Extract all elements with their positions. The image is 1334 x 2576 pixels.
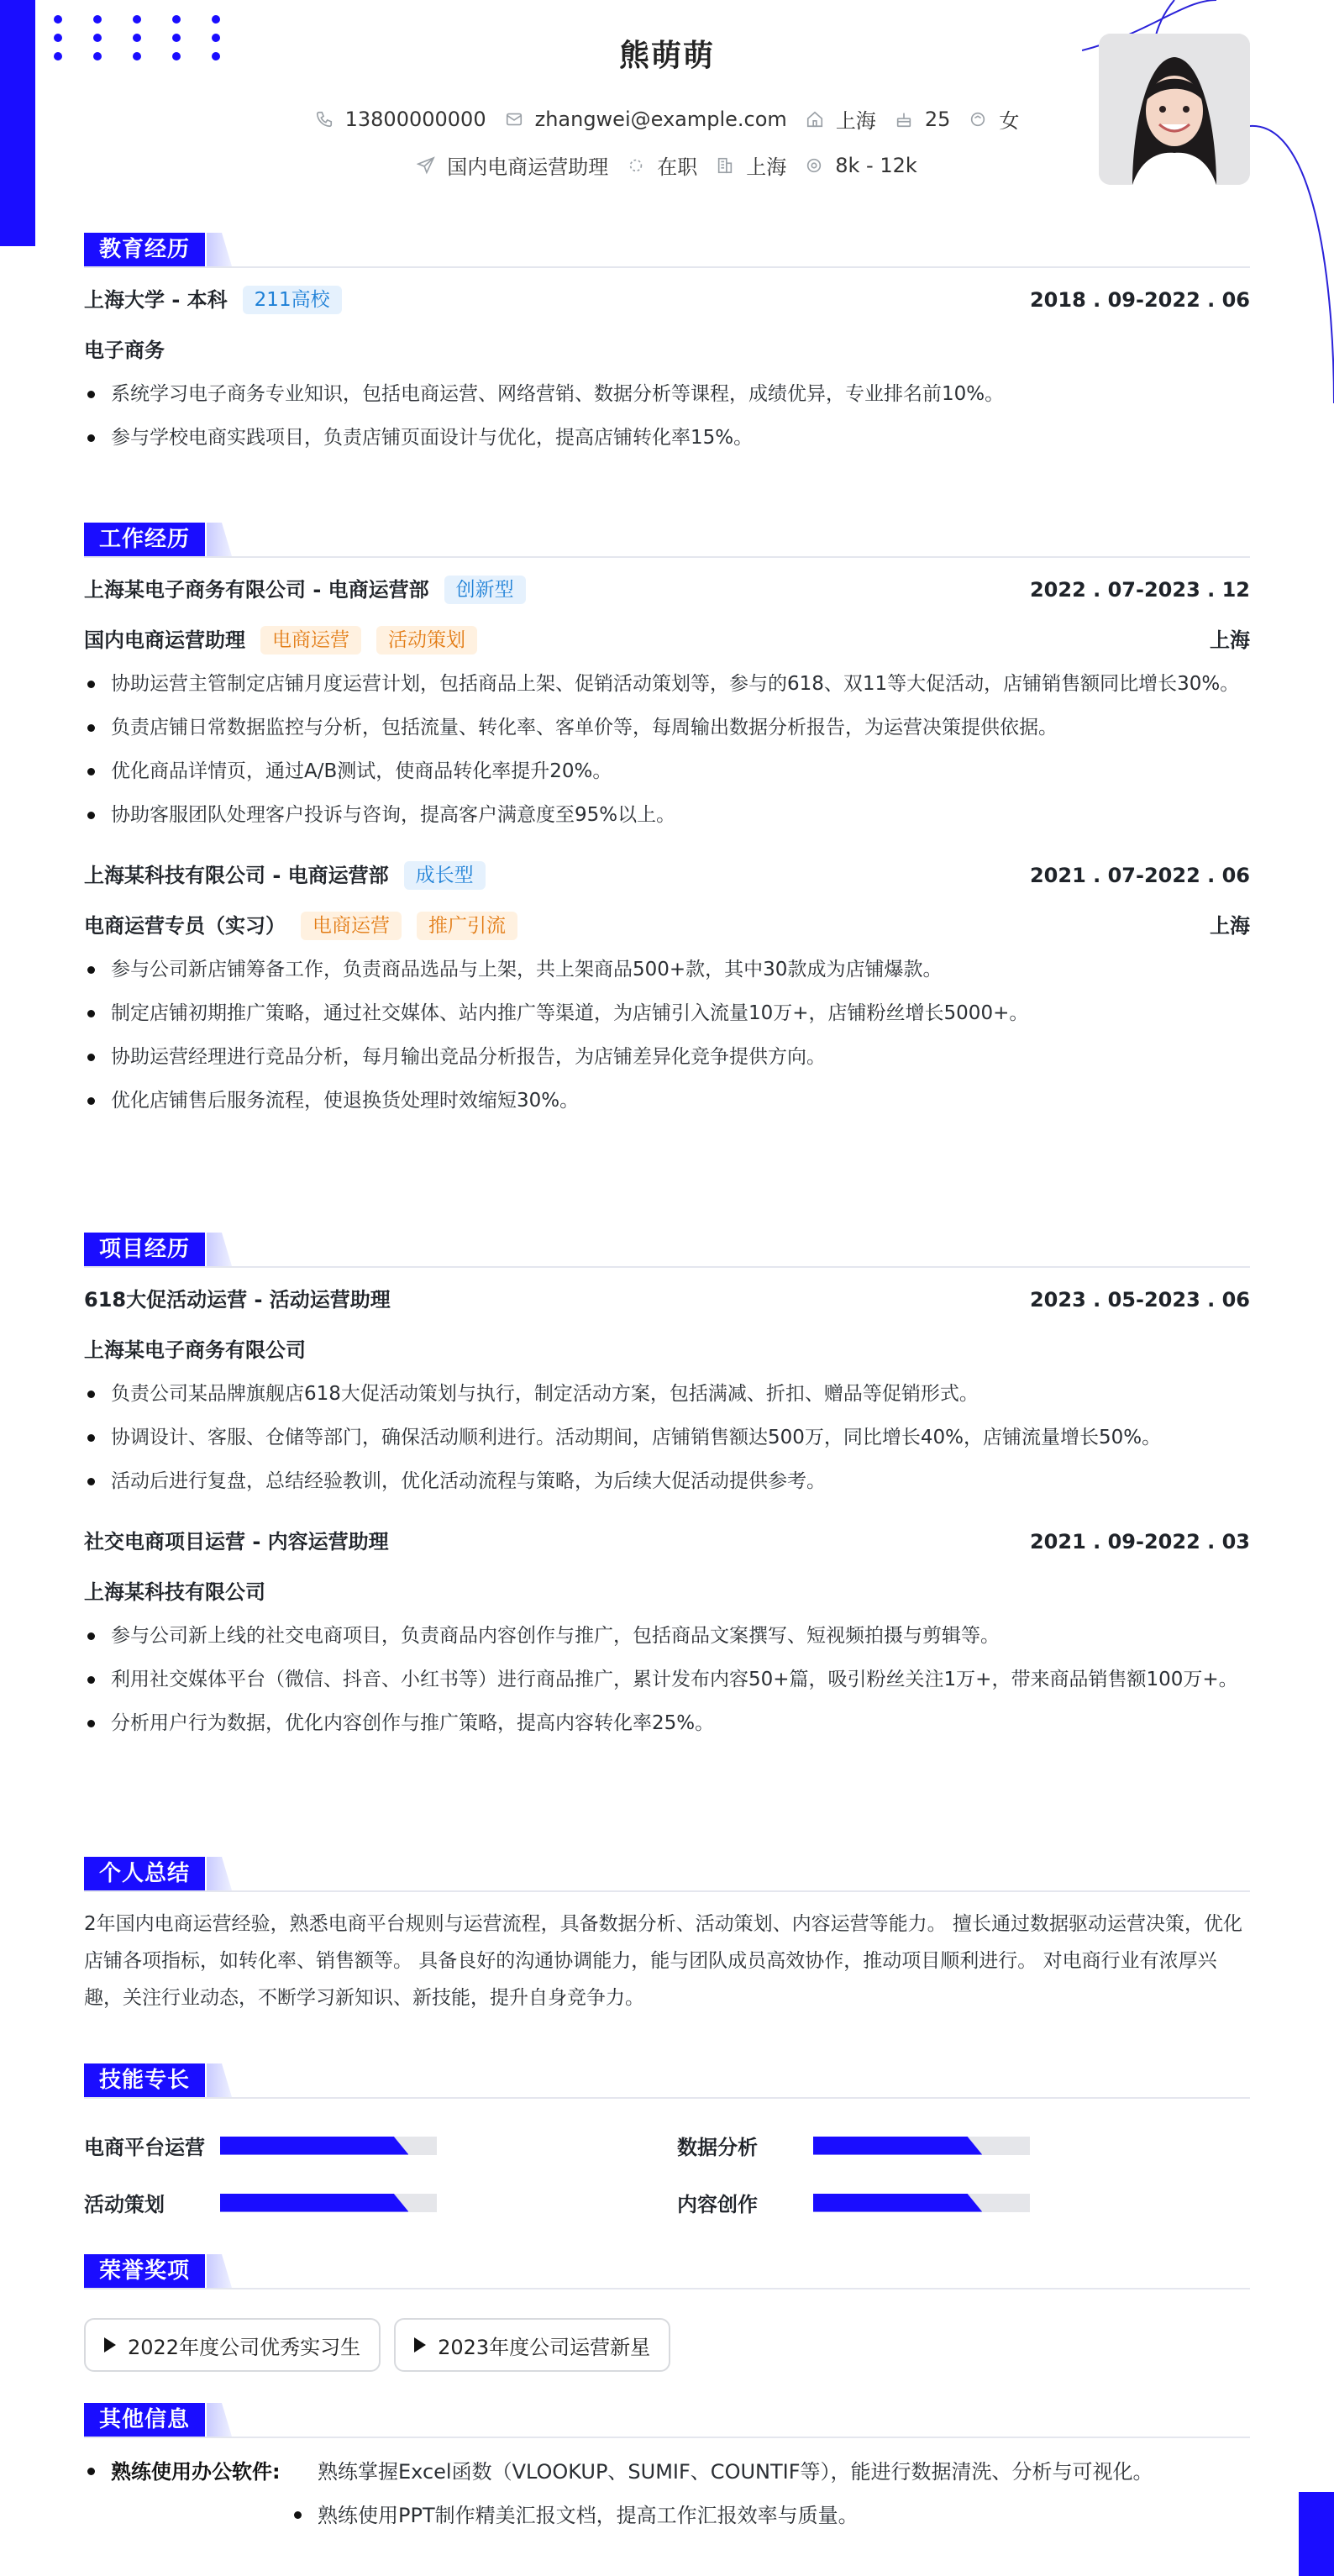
list-item: 负责公司某品牌旗舰店618大促活动策划与执行，制定活动方案，包括满减、折扣、赠品等促销形式。 — [84, 1375, 1250, 1412]
project-name: 618大促活动运营 - 活动运营助理 — [84, 1288, 391, 1312]
school-tag: 211高校 — [243, 286, 342, 314]
role-tag: 电商运营 — [260, 626, 361, 655]
education-row — [84, 283, 1250, 317]
gender-icon — [969, 110, 987, 129]
education-date: 2018 . 09-2022 . 06 — [1029, 288, 1250, 312]
award-label: 2023年度公司运营新星 — [438, 2335, 651, 2359]
cake-icon — [895, 110, 913, 129]
skill-bar — [220, 2194, 437, 2212]
education-section — [84, 233, 1250, 456]
avatar — [1099, 34, 1250, 185]
project-company-row — [84, 1575, 1250, 1609]
mail-icon — [505, 110, 523, 129]
education-bullets — [84, 376, 1250, 456]
skill-bar — [220, 2137, 437, 2155]
phone-text: 13800000000 — [344, 107, 486, 131]
education-header — [84, 233, 1250, 268]
skill-bar-fill — [813, 2194, 982, 2212]
job-bullets — [84, 951, 1250, 1119]
company-tag: 创新型 — [444, 576, 526, 604]
role-tag: 活动策划 — [376, 626, 477, 655]
job-date: 2021 . 07-2022 . 06 — [1029, 864, 1250, 887]
list-item: 协助客服团队处理客户投诉与咨询，提高客户满意度至95%以上。 — [84, 796, 1250, 833]
project-date: 2021 . 09-2022 . 03 — [1029, 1530, 1250, 1553]
skill-item — [84, 2188, 437, 2217]
projects-section — [84, 1233, 1250, 1742]
contact-email — [505, 104, 787, 134]
role-row — [84, 909, 1250, 943]
decorative-bar-right — [1299, 2492, 1334, 2576]
skill-name: 内容创作 — [677, 2193, 758, 2216]
other-item — [84, 2450, 1250, 2494]
section-title: 项目经历 — [84, 1233, 205, 1266]
list-item: 制定店铺初期推广策略，通过社交媒体、站内推广等渠道，为店铺引入流量10万+，店铺粉丝增长5000+。 — [84, 995, 1250, 1032]
role-tag: 电商运营 — [301, 912, 402, 940]
send-icon — [417, 156, 435, 175]
award-chip — [84, 2318, 381, 2372]
school-name: 上海大学 - 本科 — [84, 288, 228, 312]
contact-work-city — [716, 150, 786, 180]
phone-icon — [315, 110, 334, 129]
skill-name: 活动策划 — [84, 2193, 165, 2216]
role-name: 电商运营专员（实习） — [84, 914, 286, 938]
role-name: 国内电商运营助理 — [84, 628, 245, 652]
list-item: 系统学习电子商务专业知识，包括电商运营、网络营销、数据分析等课程，成绩优异，专业排名前10%。 — [84, 376, 1250, 413]
salary-icon — [805, 156, 823, 175]
list-item: 利用社交媒体平台（微信、抖音、小红书等）进行商品推广，累计发布内容50+篇，吸引粉丝关注1万+，带来商品销售额100万+。 — [84, 1661, 1250, 1698]
building-icon — [716, 156, 734, 175]
job-location: 上海 — [1210, 914, 1250, 938]
work-section — [84, 523, 1250, 1119]
other-item — [84, 2494, 1250, 2537]
project-company-row — [84, 1333, 1250, 1367]
list-item: 分析用户行为数据，优化内容创作与推广策略，提高内容转化率25%。 — [84, 1705, 1250, 1742]
section-title: 工作经历 — [84, 523, 205, 556]
contact-gender — [969, 104, 1019, 134]
award-label: 2022年度公司优秀实习生 — [128, 2335, 361, 2359]
skill-item — [84, 2131, 437, 2160]
contact-salary — [805, 150, 917, 180]
section-title: 教育经历 — [84, 233, 205, 266]
contact-status — [627, 150, 697, 180]
awards-list — [84, 2318, 1250, 2372]
status-text: 在职 — [657, 155, 698, 179]
contact-home — [806, 104, 876, 134]
list-item: 优化商品详情页，通过A/B测试，使商品转化率提升20%。 — [84, 753, 1250, 790]
work-header — [84, 523, 1250, 558]
contact-phone — [315, 104, 486, 134]
email-text: zhangwei@example.com — [534, 107, 787, 131]
list-item: 活动后进行复盘，总结经验教训，优化活动流程与策略，为后续大促活动提供参考。 — [84, 1463, 1250, 1500]
skill-bar-fill — [220, 2194, 408, 2212]
projects-header — [84, 1233, 1250, 1268]
list-item: 优化店铺售后服务流程，使退换货处理时效缩短30%。 — [84, 1082, 1250, 1119]
role-row — [84, 623, 1250, 657]
skill-name: 电商平台运营 — [84, 2136, 205, 2159]
section-title: 其他信息 — [84, 2403, 205, 2437]
list-item: 协助运营经理进行竞品分析，每月输出竞品分析报告，为店铺差异化竞争提供方向。 — [84, 1038, 1250, 1075]
skill-name: 数据分析 — [677, 2136, 758, 2159]
other-header — [84, 2403, 1250, 2438]
major-name: 电子商务 — [84, 339, 165, 362]
project-name: 社交电商项目运营 - 内容运营助理 — [84, 1530, 389, 1553]
job-bullets — [84, 665, 1250, 833]
company-name: 上海某电子商务有限公司 - 电商运营部 — [84, 578, 429, 602]
award-chip — [394, 2318, 670, 2372]
role-tag: 推广引流 — [417, 912, 517, 940]
summary-header — [84, 1857, 1250, 1892]
list-item: 协调设计、客服、仓储等部门，确保活动顺利进行。活动期间，店铺销售额达500万，同比增长40%，店铺流量增长50%。 — [84, 1419, 1250, 1456]
job-date: 2022 . 07-2023 . 12 — [1029, 578, 1250, 602]
skills-header — [84, 2063, 1250, 2099]
skill-bar-fill — [220, 2137, 408, 2155]
other-section — [84, 2403, 1250, 2537]
status-icon — [627, 156, 645, 175]
project-company: 上海某电子商务有限公司 — [84, 1338, 306, 1362]
company-tag: 成长型 — [404, 861, 486, 890]
job-location: 上海 — [1210, 628, 1250, 652]
project-date: 2023 . 05-2023 . 06 — [1029, 1288, 1250, 1312]
summary-text: 2年国内电商运营经验，熟悉电商平台规则与运营流程，具备数据分析、活动策划、内容运营等能力。 擅长通过数据驱动运营决策，优化店铺各项指标，如转化率、销售额等。 具备良好的沟通协调能力，能与团队成员高效协作，推动项目顺利进行。 对电商行业有浓厚兴趣，关注行业动态，不断学习新知识、新技能，提升自身竞争力。 — [84, 1913, 1242, 2009]
salary-text: 8k - 12k — [835, 153, 917, 177]
project-bullets — [84, 1617, 1250, 1742]
work-city-text: 上海 — [746, 155, 787, 179]
job-row — [84, 859, 1250, 892]
gender-text: 女 — [999, 109, 1020, 133]
project-bullets — [84, 1375, 1250, 1500]
skill-item — [677, 2188, 1030, 2217]
skill-bar — [813, 2194, 1030, 2212]
section-title: 个人总结 — [84, 1857, 205, 1890]
candidate-name: 熊萌萌 — [618, 39, 715, 73]
other-line: 熟练使用PPT制作精美汇报文档，提高工作汇报效率与质量。 — [318, 2504, 859, 2527]
skill-bar-fill — [813, 2137, 982, 2155]
section-title: 荣誉奖项 — [84, 2254, 205, 2288]
project-row — [84, 1525, 1250, 1559]
section-title: 技能专长 — [84, 2063, 205, 2097]
age-text: 25 — [924, 107, 951, 131]
home-city-text: 上海 — [835, 109, 876, 133]
list-item: 协助运营主管制定店铺月度运营计划，包括商品上架、促销活动策划等，参与的618、双11等大促活动，店铺销售额同比增长30%。 — [84, 665, 1250, 702]
home-icon — [806, 110, 824, 129]
major-row — [84, 334, 1250, 367]
list-item: 参与公司新上线的社交电商项目，负责商品内容创作与推广，包括商品文案撰写、短视频拍摄与剪辑等。 — [84, 1617, 1250, 1654]
play-icon — [104, 2337, 116, 2353]
list-item: 参与学校电商实践项目，负责店铺页面设计与优化，提高店铺转化率15%。 — [84, 419, 1250, 456]
skill-bar — [813, 2137, 1030, 2155]
other-label: 熟练使用办公软件: — [111, 2460, 281, 2484]
summary-section — [84, 1857, 1250, 2016]
honors-header — [84, 2254, 1250, 2289]
honors-section — [84, 2254, 1250, 2372]
other-line: 熟练掌握Excel函数（VLOOKUP、SUMIF、COUNTIF等），能进行数据清洗、分析与可视化。 — [318, 2460, 1153, 2484]
contact-target-role — [417, 150, 608, 180]
list-item: 负责店铺日常数据监控与分析，包括流量、转化率、客单价等，每周输出数据分析报告，为运营决策提供依据。 — [84, 709, 1250, 746]
play-icon — [414, 2337, 426, 2353]
job-row — [84, 573, 1250, 607]
skill-item — [677, 2131, 1030, 2160]
project-row — [84, 1283, 1250, 1317]
company-name: 上海某科技有限公司 - 电商运营部 — [84, 864, 389, 887]
project-company: 上海某科技有限公司 — [84, 1580, 265, 1604]
skills-section — [84, 2063, 1250, 2223]
list-item: 参与公司新店铺筹备工作，负责商品选品与上架，共上架商品500+款，其中30款成为店铺爆款。 — [84, 951, 1250, 988]
target-role-text: 国内电商运营助理 — [447, 155, 609, 179]
contact-age — [895, 104, 951, 134]
